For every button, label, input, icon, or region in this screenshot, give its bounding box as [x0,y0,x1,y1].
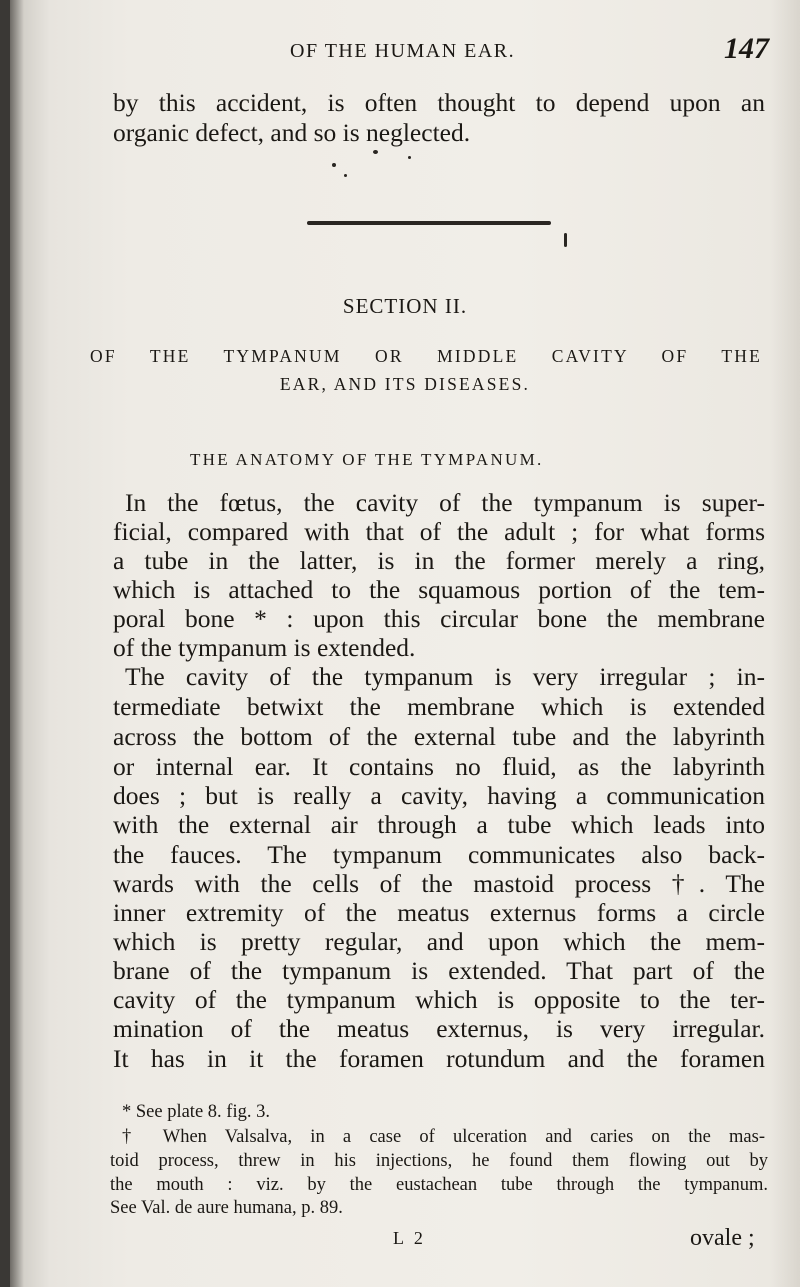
footnote-line: the mouth : viz. by the eustachean tube through the tympanum. [110,1175,768,1195]
page-number: 147 [724,32,769,65]
intro-line: organic defect, and so is neglected. [113,118,471,147]
body-line: the fauces. The tympanum communicates also back- [113,840,765,869]
body-line: with the external air through a tube which leads into [113,810,765,839]
signature-mark: L 2 [393,1228,426,1248]
chapter-title-line: EAR, AND ITS DISEASES. [279,374,531,394]
subheading: THE ANATOMY OF THE TYMPANUM. [190,450,544,469]
body-line: inner extremity of the meatus externus forms a circle [113,898,765,927]
footnote-line: † When Valsalva, in a case of ulceration and caries on the mas- [122,1127,765,1147]
body-line: a tube in the latter, is in the former merely a ring, [113,546,765,575]
intro-line: by this accident, is often thought to depend upon an [113,88,765,117]
footnote-line: See Val. de aure humana, p. 89. [110,1198,343,1218]
body-line: poral bone * : upon this circular bone the membrane [113,604,765,633]
section-title: SECTION II. [342,294,468,318]
body-line: across the bottom of the external tube and the labyrinth [113,722,765,751]
book-page [10,0,800,1287]
ink-speck [564,233,567,247]
section-divider-rule [307,221,551,225]
ink-speck [373,150,378,154]
body-line: termediate betwixt the membrane which is extended [113,692,765,721]
running-head: OF THE HUMAN EAR. [290,40,516,62]
catchword: ovale ; [690,1225,755,1251]
ink-speck [332,163,336,167]
ink-speck [408,156,411,159]
body-line: It has in it the foramen rotundum and the foramen [113,1044,765,1073]
body-line: does ; but is really a cavity, having a communication [113,781,765,810]
chapter-title-line: OF THE TYMPANUM OR MIDDLE CAVITY OF THE [90,346,762,366]
body-line: which is pretty regular, and upon which the mem- [113,927,765,956]
body-line: of the tympanum is extended. [113,633,416,662]
body-line: brane of the tympanum is extended. That part of the [113,956,765,985]
body-line: wards with the cells of the mastoid process †. The [113,869,765,898]
body-line: cavity of the tympanum which is opposite to the ter- [113,985,765,1014]
body-line: which is attached to the squamous portion of the tem- [113,575,765,604]
ink-speck [344,174,347,177]
footnote-line: toid process, threw in his injections, he found them flowing out by [110,1151,768,1171]
body-line: mination of the meatus externus, is very irregular. [113,1014,765,1043]
body-line: ficial, compared with that of the adult ; for what forms [113,517,765,546]
body-line: The cavity of the tympanum is very irregular ; in- [125,662,765,691]
body-line: In the fœtus, the cavity of the tympanum is super- [125,488,765,517]
footnote-line: * See plate 8. fig. 3. [122,1102,270,1122]
body-line: or internal ear. It contains no fluid, as the labyrinth [113,752,765,781]
